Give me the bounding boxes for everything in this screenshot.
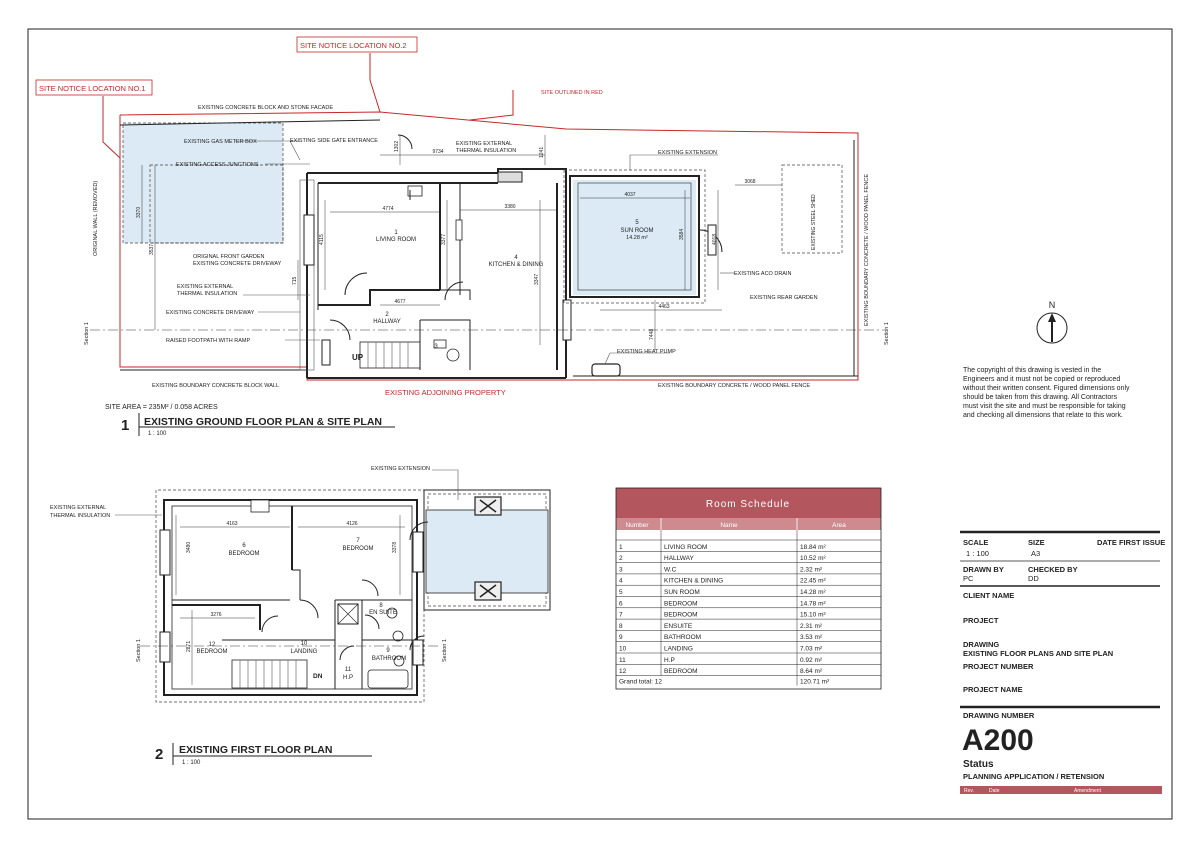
room-7-number: 7 [356,538,360,544]
schedule-cell-area: 7.03 m² [800,645,823,653]
schedule-cell-number: 11 [619,656,626,664]
schedule-cell-area: 8.64 m² [800,668,823,676]
ext-insul-label-2: THERMAL INSULATION [177,291,238,297]
room-2-number: 2 [385,312,389,318]
schedule-cell-number: 2 [619,555,623,563]
ground-plan-number: 1 [121,417,130,434]
schedule-cell-area: 18.84 m² [800,543,826,551]
site-outlined-label: SITE OUTLINED IN RED [541,90,603,96]
side-gate-label: EXISTING SIDE GATE ENTRANCE [290,138,378,144]
rear-garden-label: EXISTING REAR GARDEN [750,295,818,301]
schedule-cell-name: ENSUITE [664,622,693,630]
first-plan-title: EXISTING FIRST FLOOR PLAN [179,744,333,756]
copyright-line-4: should be taken from this drawing. All Contractors [963,394,1118,401]
room-9-name: BATHROOM [371,656,407,662]
status-value: PLANNING APPLICATION / RETENSION [963,772,1105,781]
copyright-line-5: must visit the site and must be responsible for taking [963,403,1126,410]
section-right-label: Section 1 [884,322,890,345]
room-9-number: 9 [386,648,390,654]
room-2-name: HALLWAY [373,319,401,325]
footpath-label: RAISED FOOTPATH WITH RAMP [166,338,251,344]
dim-7448: 7448 [649,328,655,340]
dim-4163: 4163 [226,521,238,527]
copyright-line-2: Engineers and it must not be copied or reproduced [963,376,1121,383]
first-section-left: Section 1 [136,639,142,662]
room-5-area: 14.28 m² [626,235,648,241]
room-6-name: BEDROOM [228,551,260,557]
dim-4126: 4126 [346,521,358,527]
schedule-total-label: Grand total: 12 [619,678,662,686]
dim-3380: 3380 [504,204,516,210]
schedule-cell-area: 10.52 m² [800,555,826,563]
drawn-by-label: DRAWN BY [963,565,1004,574]
dim-4115: 4115 [319,234,325,245]
dim-3276: 3276 [210,612,222,618]
stairs-up-label: UP [352,353,364,362]
schedule-cell-name: BEDROOM [664,600,698,608]
client-name-label: CLIENT NAME [963,591,1015,600]
project-label: PROJECT [963,616,999,625]
status-label: Status [963,759,994,770]
schedule-cell-number: 6 [619,600,623,608]
first-plan-number: 2 [155,746,164,763]
schedule-cell-name: HALLWAY [664,555,694,563]
size-label: SIZE [1028,538,1045,547]
checked-by-value: DD [1028,574,1039,583]
original-wall-label: ORIGINAL WALL (REMOVED) [93,180,99,256]
room-6-number: 6 [242,543,246,549]
ext-insul-label-1: EXISTING EXTERNAL [177,284,234,290]
rev-date-header: Date [989,788,1000,794]
driveway-label: EXISTING CONCRETE DRIVEWAY [166,310,255,316]
dim-4677: 4677 [394,299,406,305]
schedule-cell-name: SUN ROOM [664,589,700,596]
ground-stairs [360,342,420,368]
north-label: N [1048,300,1056,310]
room-5-number: 5 [635,220,639,226]
dim-2871: 2871 [186,640,192,652]
room-schedule [616,488,881,689]
schedule-cell-number: 1 [619,543,623,551]
schedule-cell-area: 2.31 m² [800,622,823,630]
extension-roof-glazing [426,510,548,593]
schedule-cell-number: 7 [619,611,623,619]
schedule-cell-area: 15.10 m² [800,611,826,619]
dim-3377: 3377 [441,233,447,245]
room-4-number: 4 [514,255,518,261]
dim-4018: 4018 [712,233,718,245]
section-left-label: Section 1 [84,322,90,345]
room-11-name: H.P [342,675,354,681]
room-12-name: BEDROOM [196,649,228,655]
copyright-note [962,367,1130,419]
schedule-total-value: 120.71 m² [800,678,830,686]
schedule-header-area: Area [832,522,846,529]
north-arrow [1037,300,1067,343]
schedule-cell-number: 8 [619,622,623,630]
first-plan-scale: 1 : 100 [182,760,201,766]
title-block [960,532,1165,794]
site-notice-2: SITE NOTICE LOCATION NO.2 [300,41,407,50]
rev-amendment-header: Amendment [1074,788,1101,794]
room-5-name: SUN ROOM [620,228,654,234]
copyright-line-6: and checking all dimensions that relate to this work. [963,412,1123,419]
dim-3537: 3537 [149,243,155,255]
drawing-number-label: DRAWING NUMBER [963,711,1035,720]
aco-drain-label: EXISTING ACO DRAIN [734,271,792,277]
drawing-number: A200 [962,724,1034,757]
schedule-cell-number: 3 [619,566,623,574]
dim-4774: 4774 [382,206,394,212]
first-floor-plan [50,466,550,766]
first-section-right: Section 1 [442,639,448,662]
dim-9734: 9734 [432,149,444,155]
schedule-cell-name: BEDROOM [664,611,698,619]
adjoining-property-label: EXISTING ADJOINING PROPERTY [385,388,506,397]
room-8-name: EN SUITE [369,610,397,616]
boundary-fence-vertical-label: EXISTING BOUNDARY CONCRETE / WOOD PANEL FENCE [864,174,870,326]
dim-3370: 3370 [136,206,142,218]
schedule-cell-area: 3.53 m² [800,634,823,642]
copyright-line-1: The copyright of this drawing is vested in the [963,367,1102,374]
heat-pump-label: EXISTING HEAT PUMP [617,349,676,355]
dim-3584: 3584 [679,228,685,240]
front-garden-label-2: EXISTING CONCRETE DRIVEWAY [193,261,282,267]
schedule-cell-area: 2.32 m² [800,566,823,574]
boundary-fence-label: EXISTING BOUNDARY CONCRETE / WOOD PANEL FENCE [658,383,810,389]
schedule-cell-name: BATHROOM [664,634,702,642]
access-junctions-label: EXISTING ACCESS JUNCTIONS [176,162,259,168]
dim-3480: 3480 [186,541,192,553]
room-10-name: LANDING [290,649,318,655]
site-area-label: SITE AREA = 235M² / 0.058 ACRES [105,404,218,411]
schedule-cell-name: LIVING ROOM [664,543,708,551]
boundary-wall-label: EXISTING BOUNDARY CONCRETE BLOCK WALL [152,383,280,389]
dim-1302: 1302 [394,140,400,152]
size-value: A3 [1031,549,1041,558]
facade-label: EXISTING CONCRETE BLOCK AND STONE FACADE [198,105,333,111]
ext-thermal-label-2: THERMAL INSULATION [456,148,517,154]
ground-plan-scale: 1 : 100 [148,431,167,437]
site-notice-1: SITE NOTICE LOCATION NO.1 [39,84,146,93]
schedule-cell-number: 5 [619,589,623,596]
dim-3068: 3068 [744,179,756,185]
drawing-value: EXISTING FLOOR PLANS AND SITE PLAN [963,649,1114,658]
room-8-number: 8 [379,603,383,609]
date-first-issue-label: DATE FIRST ISSUE [1097,538,1166,547]
project-name-label: PROJECT NAME [963,685,1023,694]
schedule-cell-area: 22.45 m² [800,577,826,585]
schedule-cell-number: 12 [619,668,627,676]
first-thermal-label-2: THERMAL INSULATION [50,513,111,519]
existing-extension-label: EXISTING EXTENSION [658,150,717,156]
first-floor-stairs [232,660,307,688]
schedule-title: Room Schedule [705,499,791,510]
front-garden-label-1: ORIGINAL FRONT GARDEN [193,254,265,260]
ground-plan-title: EXISTING GROUND FLOOR PLAN & SITE PLAN [144,416,383,428]
schedule-header-number: Number [625,522,649,529]
first-thermal-label-1: EXISTING EXTERNAL [50,505,107,511]
drawn-by-value: PC [963,574,974,583]
room-10-number: 10 [300,641,308,647]
schedule-cell-number: 10 [619,645,627,653]
room-3-number: 3 [434,344,438,350]
ground-floor-plan [36,37,890,437]
schedule-cell-area: 0.92 m² [800,656,823,664]
copyright-line-3: without their written consent. Figured dimensions only [963,385,1130,392]
steel-shed-label: EXISTING STEEL SHED [811,194,817,250]
project-number-label: PROJECT NUMBER [963,662,1034,671]
room-1-number: 1 [394,230,398,236]
heat-pump [592,364,620,376]
dim-4037: 4037 [624,192,636,198]
schedule-cell-name: KITCHEN & DINING [664,577,724,585]
schedule-cell-name: W.C [664,566,677,574]
gas-meter-label: EXISTING GAS METER BOX [184,139,257,145]
schedule-cell-number: 4 [619,577,623,585]
stairs-dn-label: DN [313,673,323,680]
first-extension-label: EXISTING EXTENSION [371,466,430,472]
schedule-cell-name: H.P [664,656,675,664]
room-4-name: KITCHEN & DINING [488,262,544,268]
room-12-number: 12 [208,642,216,648]
checked-by-label: CHECKED BY [1028,565,1078,574]
dim-3347: 3347 [534,273,540,285]
ext-thermal-label-1: EXISTING EXTERNAL [456,141,513,147]
rev-header: Rev. [964,788,974,794]
schedule-cell-number: 9 [619,634,623,642]
room-1-name: LIVING ROOM [375,237,417,243]
schedule-header-name: Name [720,522,738,529]
dim-4463: 4463 [658,304,670,310]
schedule-cell-name: LANDING [664,645,693,653]
dim-715: 715 [292,276,298,285]
drawing-label: DRAWING [963,640,1000,649]
schedule-cell-area: 14.78 m² [800,600,826,608]
scale-label: SCALE [963,538,989,547]
dim-3378: 3378 [392,541,398,553]
room-7-name: BEDROOM [342,546,374,552]
schedule-cell-name: BEDROOM [664,668,698,676]
room-11-number: 11 [344,667,352,673]
scale-value: 1 : 100 [966,549,989,558]
schedule-cell-area: 14.28 m² [800,589,826,596]
dim-1241: 1241 [539,146,545,158]
